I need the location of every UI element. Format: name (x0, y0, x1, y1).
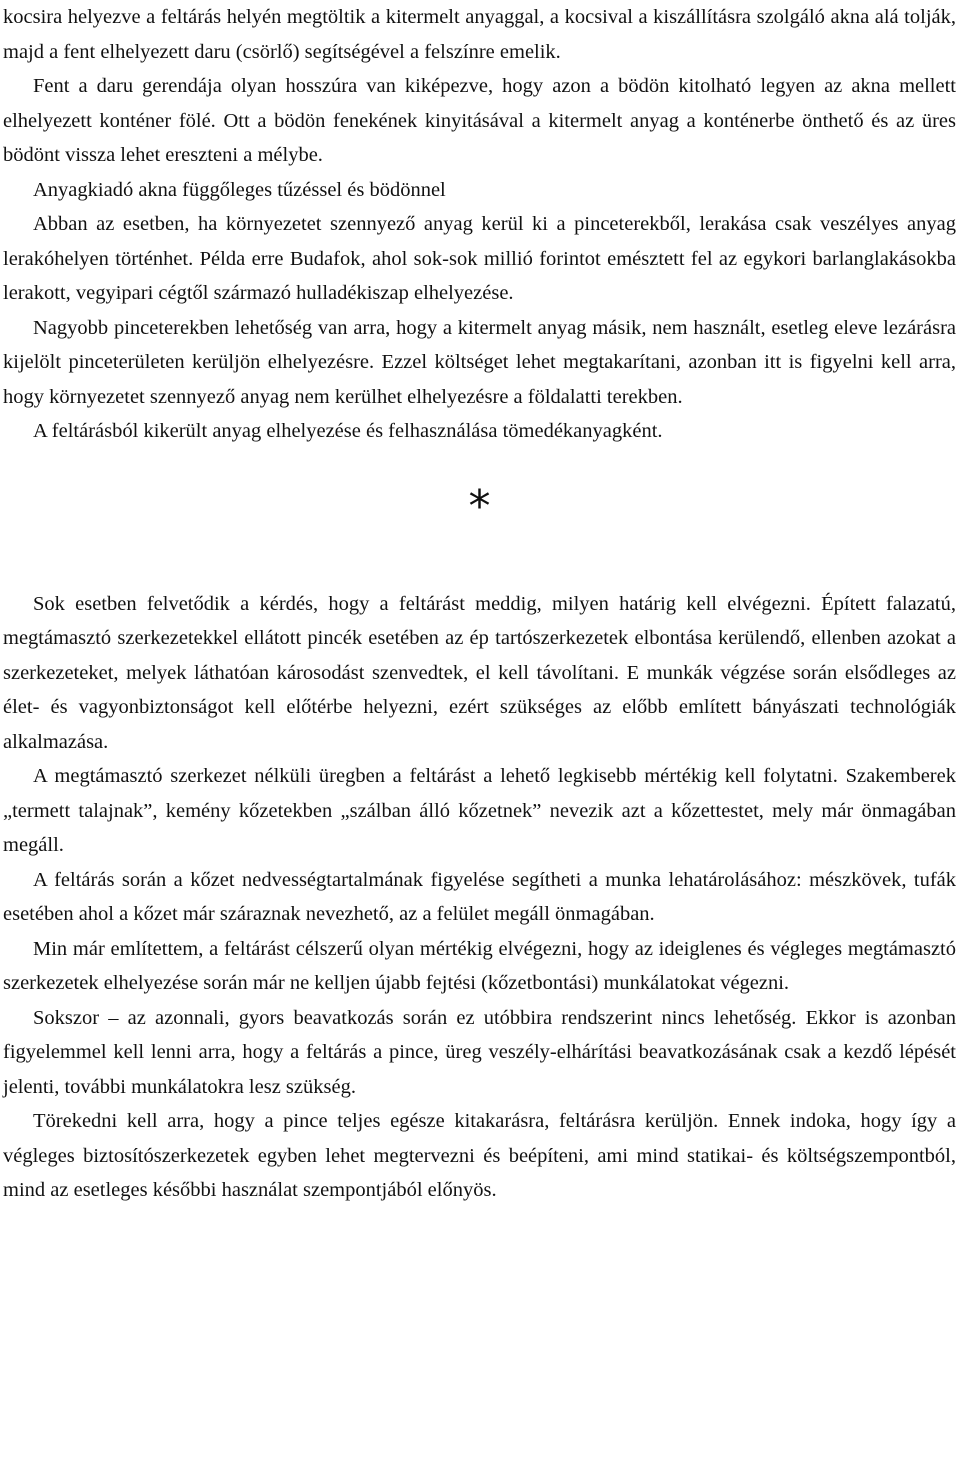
subheading-tomedekanyag: A feltárásból kikerült anyag elhelyezése és felhasználása tömedékanyagként. (33, 420, 663, 442)
paragraph-megtamaszto-szerkezet: A megtámasztó szerkezet nélküli üregben a feltárást a lehető legkisebb mértékig kell folytatni. Szakemberek „termett talajnak”, kemény kőzetekben „szálban álló kőzetnek” nevezik azt a kőzettestet, mely már önmagában megáll. (3, 765, 956, 856)
paragraph-sokszor: Sokszor – az azonnali, gyors beavatkozás során ez utóbbira rendszerint nincs lehetőség. Ekkor is azonban figyelemmel kell lenni arra, hogy a feltárás a pince, üreg veszély-elhárítási beavatkozásának csak a kezdő lépését jelenti, további munkálatokra lesz szükség. (3, 1006, 956, 1098)
paragraph-daru-gerenda: Fent a daru gerendája olyan hosszúra van kiképezve, hogy azon a bödön kitolható legyen az akna mellett elhelyezett konténer fölé. Ott a bödön fenekének kinyitásával a kitermelt anyag a konténerbe önthető és az üres bödönt vissza lehet ereszteni a mélybe. (3, 75, 956, 166)
asterisk-separator: * (468, 480, 491, 532)
paragraph-celszeru-mertek: Min már említettem, a feltárást célszerű olyan mértékig elvégezni, hogy az ideiglenes és végleges megtámasztó szerkezetek elhelyezése során már ne kelljen újabb fejtési (kőzetbontási) munkálatokat végezni. (3, 937, 956, 994)
paragraph-veszelyes-anyag: Abban az esetben, ha környezetet szennyező anyag kerül ki a pinceterekből, lerakása csak veszélyes anyag lerakóhelyen történhet. Példa erre Budafok, ahol sok-sok millió forintot emésztett fel az egykori barlanglakásokba lerakott, vegyipari cégtől származó hulladékiszap elhelyezése. (3, 213, 956, 304)
paragraph-continuation: kocsira helyezve a feltárás helyén megtöltik a kitermelt anyaggal, a kocsival a kiszállításra szolgáló akna alá tolják, majd a fent elhelyezett daru (csörlő) segítségével a felszínre emelik. (3, 6, 956, 63)
section-separator (3, 449, 956, 587)
paragraph-nedvesseg: A feltárás során a kőzet nedvességtartalmának figyelése segítheti a munka lehatárolásához: mészkövek, tufák esetében ahol a kőzet már száraznak nevezhető, az a felület megáll önmagában. (3, 868, 956, 925)
paragraph-feltaras-hatar: Sok esetben felvetődik a kérdés, hogy a feltárást meddig, milyen határig kell elvégezni. Épített falazatú, megtámasztó szerkezetekkel ellátott pincék esetében az ép tartószerkezetek elbontása kerülendő, ellenben azokat a szerkezeteket, melyek láthatóan károsodást szenvedtek, el kell távolítani. E munkák végzése során elsődleges az élet- és vagyonbiztonságot kell előtérbe helyezni, ezért szükséges az előbb említett bányászati technológiák alkalmazása. (3, 592, 956, 753)
paragraph-nagyobb-pinceterek: Nagyobb pinceterekben lehetőség van arra, hogy a kitermelt anyag másik, nem használt, esetleg eleve lezárásra kijelölt pinceterületen kerüljön elhelyezésre. Ezzel költséget lehet megtakarítani, azonban itt is figyelni kell arra, hogy környezetet szennyező anyag nem kerülhet elhelyezésre a földalatti terekben. (3, 316, 956, 408)
paragraph-torekedni: Törekedni kell arra, hogy a pince teljes egésze kitakarásra, feltárásra kerüljön. Ennek indoka, hogy így a végleges biztosítószerkezetek egyben lehet megtervezni és beépíteni, ami mind statikai- és költségszempontból, mind az esetleges későbbi használat szempontjából előnyös. (3, 1110, 956, 1201)
figure-caption-anyagkiado-akna: Anyagkiadó akna függőleges tűzéssel és bödönnel (33, 178, 446, 201)
document-page (3, 0, 956, 1208)
